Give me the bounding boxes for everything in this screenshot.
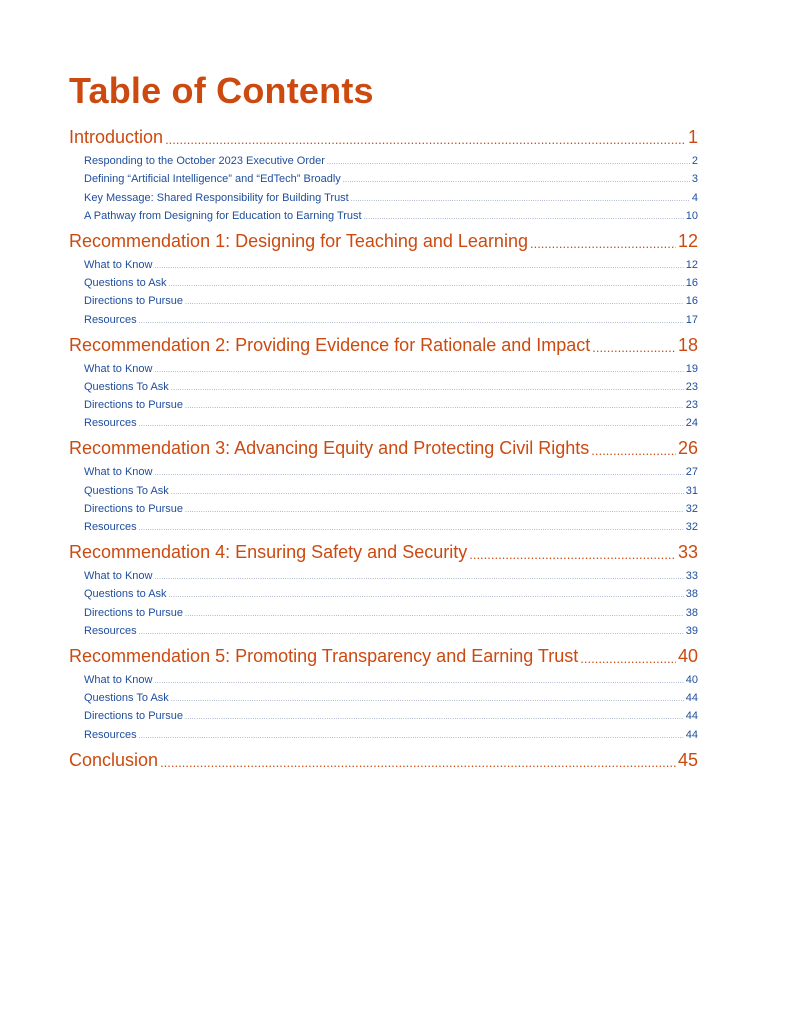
toc-section-label: Recommendation 1: Designing for Teaching and Learning xyxy=(69,230,528,251)
toc-page-number: 24 xyxy=(685,417,698,430)
toc-entry-label: Resources xyxy=(84,624,137,637)
toc-entry[interactable] xyxy=(69,207,698,225)
dot-leader xyxy=(171,693,684,707)
toc-section-label: Recommendation 3: Advancing Equity and Protecting Civil Rights xyxy=(69,438,590,459)
toc-entry[interactable] xyxy=(69,725,698,743)
toc-section-recommendation-1[interactable] xyxy=(69,228,698,254)
toc-page-number: 44 xyxy=(685,692,698,705)
toc-group-recommendation-1 xyxy=(69,228,698,329)
dot-leader xyxy=(469,545,676,565)
toc-page-number: 45 xyxy=(677,749,698,770)
toc-group-recommendation-4 xyxy=(69,539,698,640)
dot-leader xyxy=(171,486,684,500)
toc-page-number: 12 xyxy=(685,258,698,271)
toc-entry[interactable] xyxy=(69,671,698,689)
toc-page-number: 27 xyxy=(685,466,698,479)
toc-section-recommendation-4[interactable] xyxy=(69,539,698,565)
toc-entry[interactable] xyxy=(69,274,698,292)
dot-leader xyxy=(139,730,684,744)
page-title: Table of Contents xyxy=(69,70,374,111)
toc-section-label: Recommendation 2: Providing Evidence for Rationale and Impact xyxy=(69,334,591,355)
toc-entry-label: Questions to Ask xyxy=(84,588,167,601)
toc-entry-label: Questions to Ask xyxy=(84,277,167,290)
dot-leader xyxy=(165,130,686,150)
toc-page-number: 33 xyxy=(677,542,698,562)
dot-leader xyxy=(592,338,676,358)
dot-leader xyxy=(185,400,684,414)
toc-entry-label: Resources xyxy=(84,313,137,326)
toc-entry[interactable] xyxy=(69,518,698,536)
toc-entry[interactable] xyxy=(69,292,698,310)
toc-entry[interactable] xyxy=(69,463,698,481)
toc-entry[interactable] xyxy=(69,256,698,274)
toc-page-number: 3 xyxy=(691,173,698,186)
toc-entry-label: Key Message: Shared Responsibility for Building Trust xyxy=(84,191,349,204)
toc-section-label: Recommendation 4: Ensuring Safety and Security xyxy=(69,542,468,562)
toc-entry[interactable] xyxy=(69,567,698,585)
dot-leader xyxy=(327,156,690,170)
dot-leader xyxy=(169,589,684,603)
toc-entry[interactable] xyxy=(69,310,698,328)
toc-entry-label: Questions To Ask xyxy=(84,692,169,705)
toc-entry-label: What to Know xyxy=(84,258,153,271)
toc-section-recommendation-3[interactable] xyxy=(69,435,698,461)
toc-entry[interactable] xyxy=(69,152,698,170)
toc-section-recommendation-5[interactable] xyxy=(69,643,698,669)
toc-page-number: 38 xyxy=(685,606,698,619)
dot-leader xyxy=(160,753,676,773)
dot-leader xyxy=(364,211,684,225)
toc-entry[interactable] xyxy=(69,500,698,518)
table-of-contents xyxy=(69,124,698,776)
toc-page-number: 16 xyxy=(685,277,698,290)
toc-page-number: 12 xyxy=(677,230,698,251)
dot-leader xyxy=(154,260,683,274)
toc-page-number: 23 xyxy=(685,399,698,412)
toc-entry[interactable] xyxy=(69,689,698,707)
dot-leader xyxy=(154,571,683,585)
toc-page-number: 19 xyxy=(685,362,698,375)
toc-entry-label: Resources xyxy=(84,417,137,430)
toc-entry-label: Directions to Pursue xyxy=(84,295,184,308)
toc-entry-label: Directions to Pursue xyxy=(84,399,184,412)
toc-page-number: 16 xyxy=(685,295,698,308)
toc-section-introduction[interactable] xyxy=(69,124,698,150)
toc-entry[interactable] xyxy=(69,188,698,206)
dot-leader xyxy=(185,504,684,518)
toc-page-number: 44 xyxy=(685,710,698,723)
toc-entry[interactable] xyxy=(69,622,698,640)
toc-page-number: 32 xyxy=(685,502,698,515)
dot-leader xyxy=(154,364,683,378)
toc-entry[interactable] xyxy=(69,585,698,603)
toc-page-number: 17 xyxy=(685,313,698,326)
dot-leader xyxy=(154,467,683,481)
toc-page-number: 23 xyxy=(685,380,698,393)
toc-group-introduction xyxy=(69,124,698,225)
toc-entry-label: What to Know xyxy=(84,362,153,375)
dot-leader xyxy=(139,626,684,640)
toc-group-recommendation-5 xyxy=(69,643,698,744)
toc-entry[interactable] xyxy=(69,414,698,432)
toc-page-number: 39 xyxy=(685,624,698,637)
toc-entry[interactable] xyxy=(69,170,698,188)
dot-leader xyxy=(591,441,676,461)
toc-section-recommendation-2[interactable] xyxy=(69,332,698,358)
toc-page-number: 4 xyxy=(691,191,698,204)
toc-page-number: 44 xyxy=(685,728,698,741)
toc-page-number: 1 xyxy=(687,127,698,147)
toc-section-label: Introduction xyxy=(69,127,164,147)
toc-entry-label: Directions to Pursue xyxy=(84,606,184,619)
toc-page-number: 2 xyxy=(691,155,698,168)
toc-entry-label: Responding to the October 2023 Executive Order xyxy=(84,155,325,168)
dot-leader xyxy=(139,418,684,432)
toc-section-conclusion[interactable] xyxy=(69,747,698,773)
toc-entry[interactable] xyxy=(69,360,698,378)
toc-entry[interactable] xyxy=(69,378,698,396)
toc-page-number: 33 xyxy=(685,570,698,583)
toc-entry-label: What to Know xyxy=(84,570,153,583)
toc-entry-label: Resources xyxy=(84,521,137,533)
dot-leader xyxy=(580,649,676,669)
toc-entry-label: Resources xyxy=(84,728,137,741)
dot-leader xyxy=(530,234,676,254)
dot-leader xyxy=(185,296,684,310)
toc-entry[interactable] xyxy=(69,396,698,414)
toc-group-conclusion xyxy=(69,747,698,773)
toc-entry-label: Directions to Pursue xyxy=(84,710,184,723)
toc-section-label: Conclusion xyxy=(69,749,159,770)
toc-entry-label: Directions to Pursue xyxy=(84,502,184,515)
toc-page-number: 40 xyxy=(685,673,698,686)
toc-entry-label: Questions To Ask xyxy=(84,484,169,497)
toc-entry-label: A Pathway from Designing for Education to Earning Trust xyxy=(84,209,362,222)
dot-leader xyxy=(351,193,690,207)
toc-group-recommendation-3 xyxy=(69,435,698,536)
dot-leader xyxy=(154,675,683,689)
toc-entry[interactable] xyxy=(69,481,698,499)
toc-group-recommendation-2 xyxy=(69,332,698,433)
toc-entry-label: Questions To Ask xyxy=(84,380,169,393)
toc-entry-label: What to Know xyxy=(84,673,153,686)
toc-page-number: 18 xyxy=(677,334,698,355)
toc-page-number: 38 xyxy=(685,588,698,601)
toc-entry-label: What to Know xyxy=(84,466,153,479)
toc-entry[interactable] xyxy=(69,603,698,621)
toc-section-label: Recommendation 5: Promoting Transparency and Earning Trust xyxy=(69,645,579,666)
toc-page-number: 10 xyxy=(685,209,698,222)
dot-leader xyxy=(139,522,684,536)
toc-entry[interactable] xyxy=(69,707,698,725)
dot-leader xyxy=(185,608,684,622)
dot-leader xyxy=(139,315,684,329)
toc-page-number: 40 xyxy=(677,645,698,666)
toc-page-number: 31 xyxy=(685,484,698,497)
dot-leader xyxy=(171,382,684,396)
dot-leader xyxy=(343,174,690,188)
dot-leader xyxy=(169,278,684,292)
toc-entry-label: Defining “Artificial Intelligence” and “EdTech” Broadly xyxy=(84,173,341,186)
toc-page-number: 32 xyxy=(685,521,698,533)
dot-leader xyxy=(185,711,684,725)
toc-page-number: 26 xyxy=(677,438,698,459)
